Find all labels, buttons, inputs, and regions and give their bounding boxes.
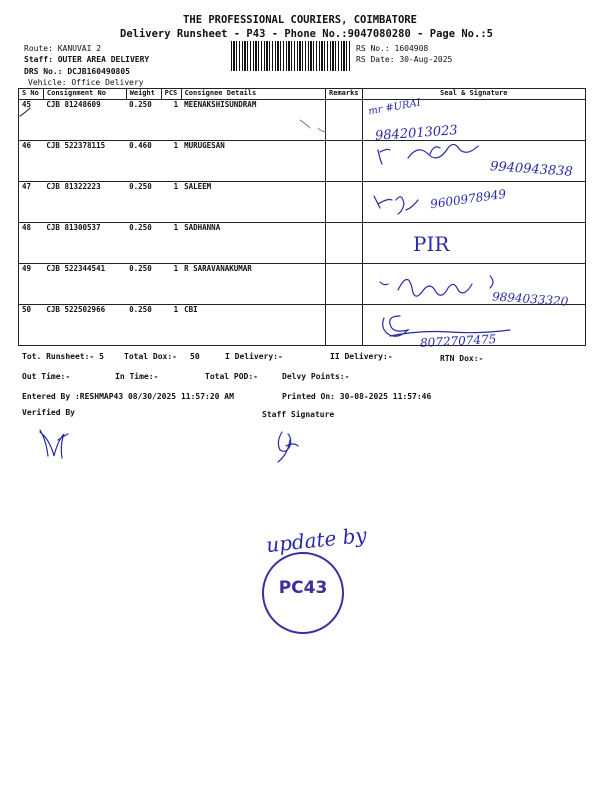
cell-consignment: CJB 81300537	[43, 223, 126, 264]
cell-pcs: 1	[161, 264, 181, 305]
ii-delivery: II Delivery:-	[330, 352, 393, 361]
cell-sno: 45	[19, 100, 44, 141]
printed-on: Printed On: 30-08-2025 11:57:46	[282, 392, 432, 401]
cell-weight: 0.250	[126, 305, 161, 346]
total-dox-label: Total Dox:-	[124, 352, 177, 361]
cell-consignee: CBI	[181, 305, 325, 346]
handwritten-phone: 8072707475	[419, 332, 497, 350]
rtn-dox: RTN Dox:-	[440, 354, 484, 363]
cell-weight: 0.250	[126, 182, 161, 223]
cell-weight: 0.460	[126, 141, 161, 182]
cell-consignment: CJB 522344541	[43, 264, 126, 305]
runsheet-subtitle: Delivery Runsheet - P43 - Phone No.:9047080280 - Page No.:5	[120, 28, 493, 40]
col-pcs: PCS	[161, 89, 181, 100]
cell-consignee: SALEEM	[181, 182, 325, 223]
total-pod: Total POD:-	[205, 372, 258, 381]
handwritten-update-by: update by	[265, 522, 368, 558]
cell-weight: 0.250	[126, 264, 161, 305]
col-remarks: Remarks	[326, 89, 363, 100]
cell-consignee: R SARAVANAKUMAR	[181, 264, 325, 305]
cell-consignment: CJB 522378115	[43, 141, 126, 182]
stamp-circle	[262, 552, 344, 634]
cell-consignment: CJB 81248609	[43, 100, 126, 141]
cell-pcs: 1	[161, 141, 181, 182]
cell-sno: 48	[19, 223, 44, 264]
entered-by: Entered By :RESHMAP43 08/30/2025 11:57:20 AM	[22, 392, 234, 401]
rs-number: RS No.: 1604908	[356, 44, 429, 53]
cell-consignee: MEENAKSHISUNDRAM	[181, 100, 325, 141]
tot-runsheet: Tot. Runsheet:- 5	[22, 352, 104, 361]
col-consignee: Consignee Details	[181, 89, 325, 100]
total-dox-value: 50	[190, 352, 200, 361]
handwritten-note: mr #URAI	[367, 97, 422, 118]
staff-signature-label: Staff Signature	[262, 410, 335, 419]
vehicle-label: Vehicle: Office Delivery	[28, 78, 144, 87]
handwritten-phone: 9842013023	[374, 123, 459, 144]
cell-weight: 0.250	[126, 100, 161, 141]
verified-by-label: Verified By	[22, 408, 75, 417]
cell-pcs: 1	[161, 182, 181, 223]
handwritten-initials: PIR	[413, 232, 450, 256]
col-seal: Seal & Signature	[362, 89, 585, 100]
in-time: In Time:-	[115, 372, 159, 381]
cell-sno: 47	[19, 182, 44, 223]
cell-pcs: 1	[161, 223, 181, 264]
handwritten-phone: 9940943838	[489, 159, 574, 180]
cell-consignee: MURUGESAN	[181, 141, 325, 182]
cell-weight: 0.250	[126, 223, 161, 264]
handwritten-phone: 9600978949	[429, 186, 507, 212]
out-time: Out Time:-	[22, 372, 71, 381]
rs-date: RS Date: 30-Aug-2025	[356, 55, 453, 64]
cell-sno: 49	[19, 264, 44, 305]
col-sno: S No	[19, 89, 44, 100]
staff-label: Staff: OUTER AREA DELIVERY	[24, 55, 150, 64]
drs-number: DRS No.: DCJB160490805	[24, 67, 130, 76]
cell-consignment: CJB 81322223	[43, 182, 126, 223]
stamp-text: PC43	[278, 578, 328, 598]
cell-pcs: 1	[161, 100, 181, 141]
delvy-points: Delvy Points:-	[282, 372, 350, 381]
cell-sno: 50	[19, 305, 44, 346]
company-title: THE PROFESSIONAL COURIERS, COIMBATORE	[183, 14, 417, 26]
cell-pcs: 1	[161, 305, 181, 346]
i-delivery: I Delivery:-	[225, 352, 283, 361]
route-label: Route: KANUVAI 2	[24, 44, 102, 53]
col-weight: Weight	[126, 89, 161, 100]
handwritten-phone: 9894033320	[491, 289, 569, 309]
cell-consignee: SADHANNA	[181, 223, 325, 264]
col-consignment: Consignment No	[43, 89, 126, 100]
cell-consignment: CJB 522502966	[43, 305, 126, 346]
cell-sno: 46	[19, 141, 44, 182]
